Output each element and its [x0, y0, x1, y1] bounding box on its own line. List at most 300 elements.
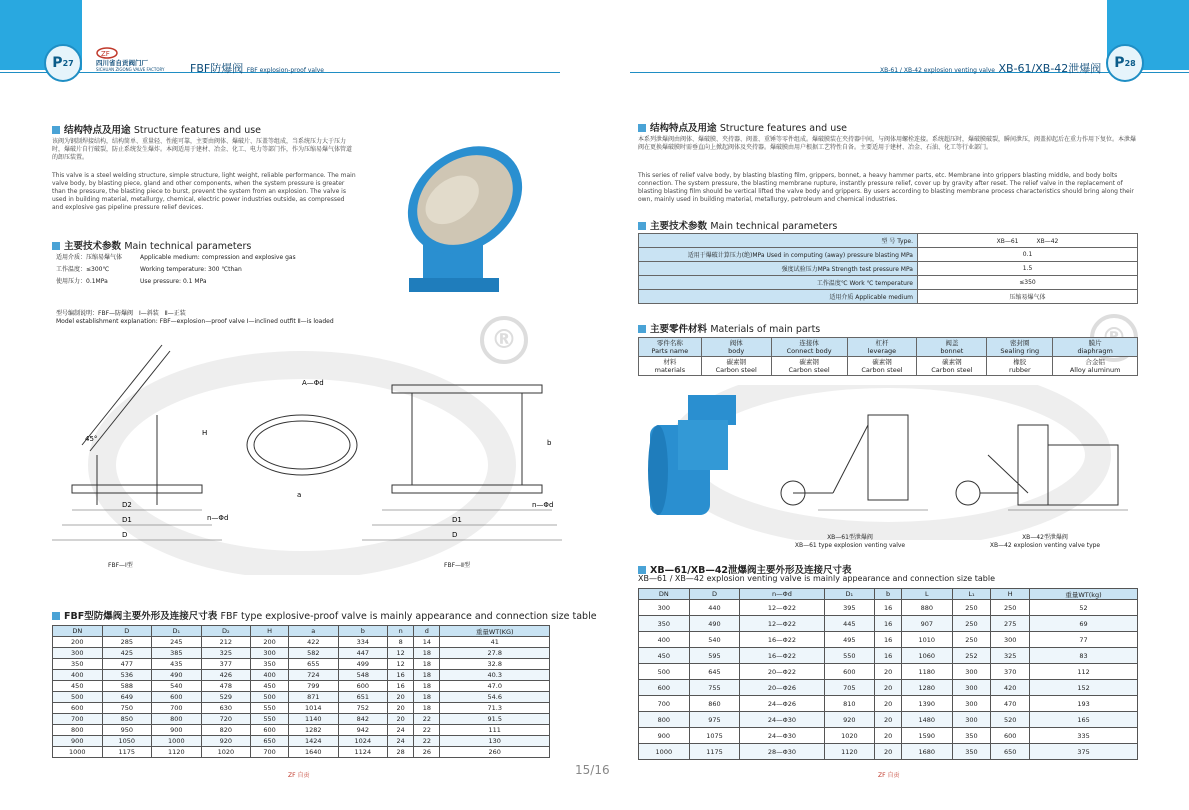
material-header-en: bonnet — [940, 347, 964, 355]
table-cell: 450 — [251, 681, 289, 692]
table-cell: 300 — [639, 600, 690, 616]
material-header-cn: 密封圈 — [1010, 339, 1030, 347]
table-cell: 550 — [824, 648, 875, 664]
table-cell: 907 — [901, 616, 952, 632]
material-en: Alloy aluminum — [1069, 366, 1121, 374]
table-cell: 900 — [152, 725, 202, 736]
xb42-caption: XB—42型泄爆阀 XB—42 explosion venting valve type — [989, 534, 1101, 549]
param-label: 强度试验压力MPa Strength test pressure MPa — [639, 262, 918, 276]
right-materials-heading: 主要零件材料 Materials of main parts — [638, 321, 820, 335]
table-cell: 499 — [338, 659, 388, 670]
material-header-en: leverage — [867, 347, 897, 355]
table-cell: 529 — [201, 692, 251, 703]
table-cell: 350 — [952, 728, 991, 744]
table-cell: 91.5 — [440, 714, 550, 725]
table-cell: 1424 — [289, 736, 339, 747]
table-cell: 600 — [53, 703, 103, 714]
drawing-label-type2: FBF—Ⅱ型 — [444, 562, 470, 569]
table-cell: 1282 — [289, 725, 339, 736]
table-cell: 1124 — [338, 747, 388, 758]
footer-logo-left: ZF 自贡 — [288, 772, 310, 779]
table-cell: 435 — [152, 659, 202, 670]
table-cell: 18 — [414, 692, 440, 703]
param-pressure: 使用压力：0.1MPa Use pressure: 0.1 MPa — [56, 278, 207, 285]
table-cell: 300 — [53, 648, 103, 659]
table-cell: 350 — [53, 659, 103, 670]
table-row — [53, 648, 550, 659]
footer-logo-right: ZF 自贡 — [878, 772, 900, 779]
materials-table — [638, 337, 1138, 376]
table-cell: 871 — [289, 692, 339, 703]
param-value: 1.5 — [918, 262, 1138, 276]
drawing-label-type1: FBF—Ⅰ型 — [108, 562, 133, 569]
table-cell: 20 — [388, 714, 414, 725]
table-cell: 450 — [639, 648, 690, 664]
table-cell: 920 — [824, 712, 875, 728]
table-cell: 1014 — [289, 703, 339, 714]
param-value: XB—61 XB—42 — [918, 234, 1138, 248]
material-header-cn: 膜片 — [1088, 339, 1102, 347]
material-header-cell — [639, 338, 702, 357]
model-note-cn: 型号编制说明：FBF—防爆阀 Ⅰ—斜装 Ⅱ—正装 — [56, 310, 186, 317]
svg-text:ZF: ZF — [101, 50, 110, 58]
table-row — [53, 747, 550, 758]
table-row — [53, 692, 550, 703]
table-cell: 1050 — [102, 736, 152, 747]
table-cell: 800 — [53, 725, 103, 736]
table-row — [639, 648, 1138, 664]
material-header-cn: 杠杆 — [875, 339, 889, 347]
material-en: Carbon steel — [931, 366, 973, 374]
dim-angle: 45° — [85, 435, 98, 443]
table-header-cell: D₁ — [152, 626, 202, 637]
param-value: 压缩易爆气体 — [918, 290, 1138, 304]
left-page-number: P 27 — [44, 44, 82, 82]
left-params-list — [56, 254, 356, 286]
table-header-cell: DN — [53, 626, 103, 637]
table-cell: 752 — [338, 703, 388, 714]
table-cell: 252 — [952, 648, 991, 664]
xb-dimension-table — [638, 588, 1138, 760]
table-cell: 536 — [102, 670, 152, 681]
table-cell: 300 — [251, 648, 289, 659]
table-cell: 20 — [875, 728, 902, 744]
table-cell: 111 — [440, 725, 550, 736]
right-structure-body-en: This series of relief valve body, by blasting blasting film, grippers, bonnet, a heavy hammer parts, etc. Membrane into grippers blasting middle, and body bolts connection. The system pressure, the blasting membrane rupture, instantly pressure relief, cover up by gravity after reset. The relief valve in the replacement of blasting blasting film should be vertical lifted the valve body and grippers. By users according to blasting membrane process characteristics should bring along their own, mainly used in building material, metallurgy, petroleum and chemical industries. — [638, 172, 1134, 203]
table-cell: 18 — [414, 703, 440, 714]
table-cell: 24 — [388, 725, 414, 736]
table-cell: 285 — [102, 637, 152, 648]
table-row — [53, 681, 550, 692]
table-cell: 71.3 — [440, 703, 550, 714]
material-header-en: Sealing ring — [1000, 347, 1040, 355]
material-cell — [1053, 357, 1138, 376]
table-cell: 800 — [152, 714, 202, 725]
table-row — [639, 680, 1138, 696]
table-cell: 478 — [201, 681, 251, 692]
table-cell: 1000 — [53, 747, 103, 758]
table-cell: 550 — [251, 703, 289, 714]
table-cell: 582 — [289, 648, 339, 659]
table-cell: 1000 — [152, 736, 202, 747]
table-cell: 1680 — [901, 744, 952, 760]
material-en: Carbon steel — [788, 366, 830, 374]
table-header-cell: L — [901, 589, 952, 600]
table-row — [639, 744, 1138, 760]
material-header-en: Connect body — [786, 347, 832, 355]
table-cell: 8 — [388, 637, 414, 648]
table-cell: 112 — [1030, 664, 1138, 680]
table-cell: 720 — [201, 714, 251, 725]
table-cell: 1280 — [901, 680, 952, 696]
xb-technical-drawing — [638, 385, 1138, 540]
table-cell: 490 — [689, 616, 740, 632]
table-cell: 28 — [388, 747, 414, 758]
table-cell: 595 — [689, 648, 740, 664]
table-cell: 860 — [689, 696, 740, 712]
table-cell: 325 — [201, 648, 251, 659]
table-cell: 1000 — [639, 744, 690, 760]
table-cell: 750 — [102, 703, 152, 714]
right-table-heading-en: XB—61 / XB—42 explosion venting valve is mainly appearance and connection size table — [638, 574, 996, 583]
table-cell: 630 — [201, 703, 251, 714]
table-cell: 1024 — [338, 736, 388, 747]
table-cell: 200 — [251, 637, 289, 648]
material-cn: 橡胶 — [1013, 358, 1027, 366]
table-cell: 500 — [53, 692, 103, 703]
param-label: 型 号 Type. — [639, 234, 918, 248]
table-cell: 83 — [1030, 648, 1138, 664]
table-cell: 300 — [952, 664, 991, 680]
material-header-cell — [1053, 338, 1138, 357]
table-cell: 1010 — [901, 632, 952, 648]
param-row — [639, 290, 1138, 304]
left-table-heading: FBF型防爆阀主要外形及连接尺寸表 FBF type explosive-proof valve is mainly appearance and connection size table — [52, 608, 597, 622]
material-header-cell — [701, 338, 771, 357]
table-row — [639, 600, 1138, 616]
material-en: rubber — [1008, 366, 1031, 374]
table-cell: 16 — [875, 632, 902, 648]
table-cell: 250 — [952, 600, 991, 616]
table-cell: 27.8 — [440, 648, 550, 659]
table-cell: 422 — [289, 637, 339, 648]
table-cell: 1020 — [824, 728, 875, 744]
table-cell: 470 — [991, 696, 1030, 712]
dim-d1-left: D1 — [122, 516, 132, 524]
table-cell: 24 — [388, 736, 414, 747]
table-cell: 1060 — [901, 648, 952, 664]
dim-b: b — [547, 439, 552, 447]
material-cell — [701, 357, 771, 376]
table-cell: 20 — [875, 696, 902, 712]
table-header-cell: d — [414, 626, 440, 637]
registered-mark-left: ® — [480, 316, 528, 364]
table-cell: 20 — [388, 703, 414, 714]
table-cell: 799 — [289, 681, 339, 692]
table-cell: 649 — [102, 692, 152, 703]
param-label: 适用于爆破计算压力(绝)MPa Used in computing (away) pressure blasting MPa — [639, 248, 918, 262]
table-row — [53, 637, 550, 648]
table-row — [53, 725, 550, 736]
xb-params-table — [638, 233, 1138, 304]
material-header-cell — [847, 338, 917, 357]
left-structure-body-en: This valve is a steel welding structure, simple structure, light weight, reliable performance. The main valve body, by blasting piece, gland and other components, when the system pressure is greater than the pressure, the blasting piece to burst, prevent the system from an explosion. The valve is used in building material, metallurgy, chemical, electric power industries outside, as compressed and explosive gas pipeline pressure relief devices. — [52, 172, 356, 211]
table-cell: 377 — [201, 659, 251, 670]
material-cell — [771, 357, 847, 376]
table-cell: 193 — [1030, 696, 1138, 712]
table-cell: 260 — [440, 747, 550, 758]
material-header-en: body — [728, 347, 745, 355]
dim-ad: A—Φd — [302, 379, 324, 387]
table-cell: 350 — [952, 744, 991, 760]
right-structure-body-cn: 本系列泄爆阀由阀体、爆破膜、夹持器、阀盖、重锤等零件组成。爆破膜装在夹持器中间，与阀体用螺栓连接。系统超压时，爆破膜破裂，瞬间泄压，阀盖掉起后在重力作用下复位。本泄爆阀在更换爆破膜时需垂直向上掀起阀体及夹持器。爆破膜由用户根据工艺特性自备。主要适用于建材、冶金、石油、化工等行业部门。 — [638, 136, 1137, 151]
right-table-heading-cn: XB—61/XB—42泄爆阀主要外形及连接尺寸表 — [638, 562, 852, 576]
left-structure-heading: 结构特点及用途 Structure features and use — [52, 122, 261, 136]
table-cell: 700 — [639, 696, 690, 712]
table-cell: 655 — [289, 659, 339, 670]
table-cell: 724 — [289, 670, 339, 681]
table-cell: 52 — [1030, 600, 1138, 616]
table-cell: 1120 — [824, 744, 875, 760]
table-cell: 22 — [414, 714, 440, 725]
table-cell: 500 — [251, 692, 289, 703]
table-cell: 477 — [102, 659, 152, 670]
table-cell: 651 — [338, 692, 388, 703]
table-cell: 540 — [152, 681, 202, 692]
table-cell: 18 — [414, 659, 440, 670]
table-cell: 645 — [689, 664, 740, 680]
table-row — [53, 670, 550, 681]
table-header-cell: H — [251, 626, 289, 637]
table-cell: 18 — [414, 648, 440, 659]
table-cell: 16 — [875, 600, 902, 616]
table-cell: 250 — [952, 616, 991, 632]
table-row — [53, 714, 550, 725]
table-cell: 850 — [102, 714, 152, 725]
table-header-cell: D₁ — [824, 589, 875, 600]
material-cn: 材料 — [663, 358, 677, 366]
table-cell: 165 — [1030, 712, 1138, 728]
table-cell: 550 — [251, 714, 289, 725]
material-cn: 碳素钢 — [942, 358, 962, 366]
table-cell: 20 — [875, 712, 902, 728]
material-header-en: Parts name — [651, 347, 689, 355]
table-cell: 20 — [875, 680, 902, 696]
table-cell: 600 — [152, 692, 202, 703]
table-cell: 325 — [991, 648, 1030, 664]
page-counter: 15/16 — [575, 763, 610, 777]
table-row — [639, 696, 1138, 712]
table-cell: 22 — [414, 725, 440, 736]
table-cell: 24—Φ30 — [740, 728, 824, 744]
table-cell: 600 — [338, 681, 388, 692]
table-header-cell: D₂ — [201, 626, 251, 637]
table-header-cell: L₁ — [952, 589, 991, 600]
table-cell: 1140 — [289, 714, 339, 725]
table-cell: 600 — [824, 664, 875, 680]
table-cell: 900 — [639, 728, 690, 744]
material-header-cn: 阀盖 — [945, 339, 959, 347]
table-cell: 335 — [1030, 728, 1138, 744]
right-params-heading: 主要技术参数 Main technical parameters — [638, 218, 837, 232]
material-cell — [847, 357, 917, 376]
param-value: ≤350 — [918, 276, 1138, 290]
table-cell: 152 — [1030, 680, 1138, 696]
table-row — [53, 736, 550, 747]
table-cell: 705 — [824, 680, 875, 696]
table-cell: 18 — [414, 681, 440, 692]
table-cell: 820 — [201, 725, 251, 736]
table-cell: 1480 — [901, 712, 952, 728]
table-cell: 810 — [824, 696, 875, 712]
dim-d1-right: D1 — [452, 516, 462, 524]
table-header-cell: DN — [639, 589, 690, 600]
table-cell: 842 — [338, 714, 388, 725]
fbf-technical-drawing — [52, 335, 562, 575]
table-cell: 18 — [414, 670, 440, 681]
dim-a: a — [297, 491, 302, 499]
table-cell: 300 — [991, 632, 1030, 648]
material-cell — [987, 357, 1053, 376]
table-cell: 300 — [952, 712, 991, 728]
left-params-heading: 主要技术参数 Main technical parameters — [52, 238, 251, 252]
param-temperature: 工作温度：≤300℃ Working temperature: 300 ℃than — [56, 266, 242, 273]
table-cell: 300 — [952, 680, 991, 696]
table-cell: 920 — [201, 736, 251, 747]
table-cell: 425 — [102, 648, 152, 659]
table-cell: 250 — [991, 600, 1030, 616]
table-cell: 77 — [1030, 632, 1138, 648]
table-cell: 275 — [991, 616, 1030, 632]
table-cell: 950 — [102, 725, 152, 736]
right-page-title: XB-61 / XB-42 explosion venting valve XB-61/XB-42泄爆阀 — [880, 62, 1102, 75]
material-en: materials — [654, 366, 686, 374]
table-header-cell: n — [388, 626, 414, 637]
left-page-title: FBF防爆阀 FBF explosion-proof valve — [190, 62, 324, 75]
table-cell: 450 — [53, 681, 103, 692]
table-cell: 1175 — [102, 747, 152, 758]
table-cell: 426 — [201, 670, 251, 681]
table-cell: 20 — [388, 692, 414, 703]
table-cell: 212 — [201, 637, 251, 648]
table-cell: 300 — [952, 696, 991, 712]
table-cell: 16—Φ22 — [740, 632, 824, 648]
material-cell — [639, 357, 702, 376]
table-cell: 975 — [689, 712, 740, 728]
material-cn: 碳素钢 — [799, 358, 819, 366]
material-cell — [917, 357, 987, 376]
table-header-cell: b — [338, 626, 388, 637]
table-cell: 250 — [952, 632, 991, 648]
table-cell: 650 — [991, 744, 1030, 760]
table-cell: 24—Φ26 — [740, 696, 824, 712]
table-cell: 495 — [824, 632, 875, 648]
material-header-cn: 连接体 — [799, 339, 819, 347]
material-cn: 碳素钢 — [872, 358, 892, 366]
table-cell: 14 — [414, 637, 440, 648]
right-structure-heading: 结构特点及用途 Structure features and use — [638, 120, 847, 134]
table-cell: 375 — [1030, 744, 1138, 760]
dim-nd-left: n—Φd — [207, 514, 229, 522]
table-cell: 334 — [338, 637, 388, 648]
param-value: 0.1 — [918, 248, 1138, 262]
table-cell: 130 — [440, 736, 550, 747]
table-header-cell: a — [289, 626, 339, 637]
table-cell: 440 — [689, 600, 740, 616]
table-cell: 880 — [901, 600, 952, 616]
table-cell: 1590 — [901, 728, 952, 744]
brand-name-en: SICHUAN ZIGONG VALVE FACTORY — [96, 67, 165, 72]
table-cell: 1120 — [152, 747, 202, 758]
table-cell: 16 — [875, 616, 902, 632]
table-cell: 1180 — [901, 664, 952, 680]
table-cell: 22 — [414, 736, 440, 747]
table-cell: 32.8 — [440, 659, 550, 670]
param-medium: 适用介质：压缩易爆气体 Applicable medium: compression and explosive gas — [56, 254, 296, 261]
table-header-cell: n—Φd — [740, 589, 824, 600]
material-en: Carbon steel — [715, 366, 757, 374]
table-cell: 20 — [875, 664, 902, 680]
material-header-cn: 阀体 — [729, 339, 743, 347]
table-row — [639, 712, 1138, 728]
table-row — [639, 632, 1138, 648]
left-structure-body-cn: 该阀为钢制焊接结构，结构简单、重量轻、性能可靠，主要由阀体、爆破片、压盖等组成，当系统压力大于压力时，爆破片自行破裂，防止系统发生爆炸。本阀适用于建材、冶金、化工、电力等部门作，作为压缩易爆气体管道的卸压装置。 — [52, 138, 353, 161]
model-note-en: Model establishment explanation: FBF—explosion—proof valve Ⅰ—inclined outfit Ⅱ—is loaded — [56, 318, 334, 325]
table-cell: 520 — [991, 712, 1030, 728]
table-cell: 400 — [251, 670, 289, 681]
material-cn: 合金铝 — [1085, 358, 1105, 366]
table-cell: 800 — [639, 712, 690, 728]
table-header-cell: b — [875, 589, 902, 600]
table-cell: 1390 — [901, 696, 952, 712]
table-cell: 755 — [689, 680, 740, 696]
right-page-number: P 28 — [1106, 44, 1144, 82]
param-row — [639, 276, 1138, 290]
dim-h: H — [202, 429, 208, 437]
table-cell: 350 — [251, 659, 289, 670]
table-cell: 12—Φ22 — [740, 600, 824, 616]
table-header-cell: D — [689, 589, 740, 600]
table-cell: 588 — [102, 681, 152, 692]
table-cell: 370 — [991, 664, 1030, 680]
table-cell: 548 — [338, 670, 388, 681]
table-cell: 20 — [875, 744, 902, 760]
table-cell: 600 — [251, 725, 289, 736]
fbf-valve-photo — [395, 120, 535, 310]
table-row — [53, 659, 550, 670]
table-cell: 16 — [388, 681, 414, 692]
table-cell: 400 — [53, 670, 103, 681]
table-cell: 245 — [152, 637, 202, 648]
table-cell: 900 — [53, 736, 103, 747]
material-en: Carbon steel — [861, 366, 903, 374]
table-cell: 1075 — [689, 728, 740, 744]
table-cell: 700 — [53, 714, 103, 725]
table-cell: 69 — [1030, 616, 1138, 632]
param-row — [639, 248, 1138, 262]
dim-nd-right: n—Φd — [532, 501, 554, 509]
table-cell: 20—Φ26 — [740, 680, 824, 696]
table-cell: 600 — [991, 728, 1030, 744]
table-cell: 385 — [152, 648, 202, 659]
table-cell: 16—Φ22 — [740, 648, 824, 664]
table-cell: 540 — [689, 632, 740, 648]
material-header-en: diaphragm — [1077, 347, 1113, 355]
table-cell: 350 — [639, 616, 690, 632]
table-cell: 1175 — [689, 744, 740, 760]
table-cell: 28—Φ30 — [740, 744, 824, 760]
table-cell: 41 — [440, 637, 550, 648]
